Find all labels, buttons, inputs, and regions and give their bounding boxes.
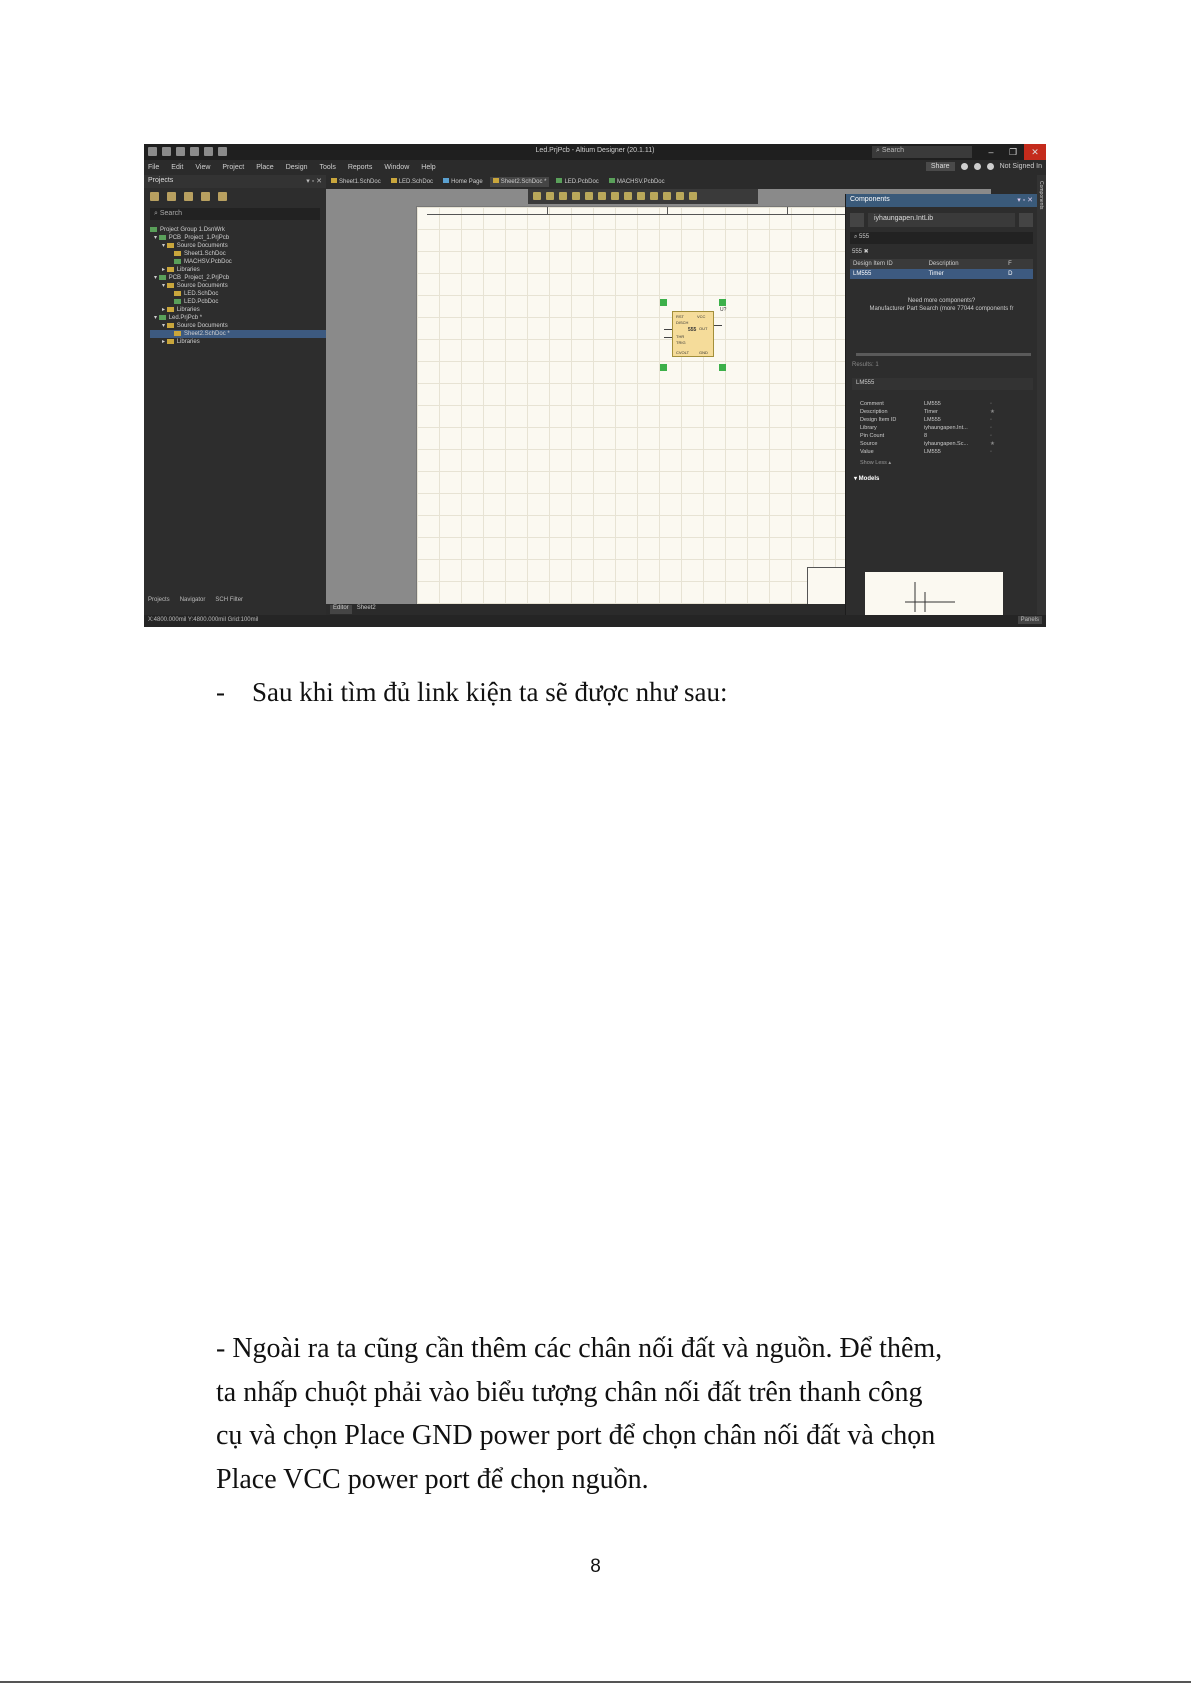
- minimize-icon[interactable]: –: [988, 147, 994, 157]
- tab-projects[interactable]: Projects: [148, 597, 170, 603]
- projects-panel-header: [144, 175, 326, 188]
- sign-in-button[interactable]: Not Signed In: [999, 163, 1042, 170]
- table-row[interactable]: LM555 Timer D: [850, 269, 1033, 279]
- gear-icon[interactable]: [974, 163, 981, 170]
- tree-item[interactable]: ▾ PCB_Project_1.PrjPcb: [154, 235, 230, 241]
- project-tree: [144, 222, 326, 346]
- menu-edit[interactable]: Edit: [171, 164, 184, 171]
- menu-design[interactable]: Design: [285, 164, 308, 171]
- filter-icon[interactable]: [533, 192, 541, 200]
- open-folder-icon[interactable]: [184, 192, 193, 201]
- components-side-tab[interactable]: Components: [1038, 181, 1044, 210]
- status-coordinates: X:4800.000mil Y:4800.000mil Grid:100mil: [148, 617, 259, 623]
- menu-icon[interactable]: [1019, 213, 1033, 227]
- tree-item[interactable]: LED.SchDoc: [150, 290, 326, 298]
- search-input[interactable]: ⌕ Search: [872, 146, 972, 158]
- tab-sch-filter[interactable]: SCH Filter: [215, 597, 244, 603]
- bullet-text: Sau khi tìm đủ link kiện ta sẽ được như sau:: [252, 677, 728, 707]
- paragraph-line: ta nhấp chuột phải vào biểu tượng chân nối đất trên thanh công: [216, 1376, 923, 1408]
- doc-tab[interactable]: Sheet1.SchDoc: [328, 177, 384, 187]
- menu-project[interactable]: Project: [222, 164, 245, 171]
- part-icon[interactable]: [585, 192, 593, 200]
- page-bottom-rule: [0, 1681, 1191, 1683]
- doc-tab[interactable]: MACHSV.PcbDoc: [606, 177, 668, 187]
- editor-bottom-tabs: [326, 604, 866, 615]
- workspace-icon[interactable]: [150, 192, 159, 201]
- status-bar: [144, 615, 1046, 627]
- wire-icon[interactable]: [598, 192, 606, 200]
- panel-controls-icon[interactable]: ▾ ▫ ✕: [1017, 197, 1033, 204]
- menu-file[interactable]: File: [148, 164, 160, 171]
- library-dropdown[interactable]: iyhaungapen.IntLib: [868, 213, 1015, 227]
- doc-tab-active[interactable]: Sheet2.SchDoc *: [490, 177, 550, 187]
- paragraph-line: Place VCC power port để chọn nguồn.: [216, 1463, 649, 1495]
- close-icon[interactable]: ✕: [1024, 144, 1046, 160]
- property-row: Library iyhaungapen.Int... ◦: [860, 425, 992, 431]
- selection-handle[interactable]: [660, 299, 667, 306]
- projects-toolbar: [144, 188, 326, 206]
- menu-reports[interactable]: Reports: [347, 164, 373, 171]
- filter-icon[interactable]: [850, 213, 864, 227]
- chip-body: RST VCC DISCH OUT THR TRIG CVOLT GND 555: [672, 311, 714, 357]
- property-row: Value LM555 ◦: [860, 449, 992, 455]
- property-row: Pin Count 8 ◦: [860, 433, 992, 439]
- directive-icon[interactable]: [663, 192, 671, 200]
- body-paragraph: [216, 1327, 1076, 1501]
- column-header[interactable]: Design Item ID: [853, 261, 893, 267]
- notifications-icon[interactable]: [987, 163, 994, 170]
- column-header[interactable]: Description: [928, 261, 959, 267]
- menu-tools[interactable]: Tools: [319, 164, 336, 171]
- projects-panel-title: Projects: [148, 177, 174, 184]
- results-count: Results: 1: [852, 362, 879, 368]
- horizontal-scrollbar[interactable]: [856, 353, 1031, 356]
- search-placeholder: Search: [881, 147, 905, 154]
- document-tabs: [326, 175, 866, 189]
- doc-tab[interactable]: LED.SchDoc: [388, 177, 436, 187]
- tree-item[interactable]: ▾ Led.PrjPcb *: [154, 315, 203, 321]
- align-icon[interactable]: [572, 192, 580, 200]
- paragraph-line: cụ và chọn Place GND power port để chọn chân nối đất và chọn: [216, 1420, 936, 1451]
- share-button[interactable]: Share: [926, 162, 955, 171]
- components-panel: [845, 194, 1037, 615]
- menu-view[interactable]: View: [195, 164, 211, 171]
- tree-item[interactable]: ▸ Libraries: [162, 307, 200, 313]
- menubar-right: [926, 162, 1042, 171]
- folder-icon[interactable]: [201, 192, 210, 201]
- doc-tab[interactable]: LED.PcbDoc: [553, 177, 601, 187]
- tree-item-selected[interactable]: Sheet2.SchDoc *: [150, 330, 326, 338]
- menu-place[interactable]: Place: [256, 164, 274, 171]
- tree-item[interactable]: ▸ Libraries: [162, 339, 200, 345]
- projects-search-input[interactable]: ⌕ Search: [150, 208, 320, 220]
- projects-panel-tabs: [144, 595, 326, 607]
- model-symbol-preview: [865, 572, 1003, 615]
- window-title: Led.PrjPcb - Altium Designer (20.1.11): [535, 147, 655, 154]
- tree-item[interactable]: ▾ PCB_Project_2.PrjPcb: [154, 275, 230, 281]
- altium-screenshot: [144, 144, 1046, 627]
- window-controls: [980, 144, 1046, 160]
- lm555-component[interactable]: [660, 299, 726, 371]
- tree-item[interactable]: ▾ Source Documents: [162, 243, 228, 249]
- components-panel-title: Components: [850, 196, 890, 203]
- model-preview: [865, 572, 1003, 615]
- filter-tag[interactable]: 555 ✖: [852, 249, 869, 255]
- save-project-icon[interactable]: [167, 192, 176, 201]
- column-header[interactable]: F: [1008, 261, 1012, 267]
- selection-handle[interactable]: [719, 299, 726, 306]
- panel-controls-icon[interactable]: ▾ ▫ ✕: [306, 178, 322, 185]
- need-more-components: [846, 297, 1037, 313]
- home-icon[interactable]: [961, 163, 968, 170]
- component-search-value: 555: [859, 234, 870, 240]
- net-label-icon[interactable]: [624, 192, 632, 200]
- projects-search-placeholder: Search: [159, 210, 183, 217]
- models-section-header[interactable]: ▾ Models: [854, 476, 880, 482]
- property-row: Description Timer ★: [860, 409, 995, 415]
- tab-navigator[interactable]: Navigator: [179, 597, 206, 603]
- selection-handle[interactable]: [660, 364, 667, 371]
- right-side-strip: [1037, 175, 1046, 615]
- selection-handle[interactable]: [719, 364, 726, 371]
- show-less-link[interactable]: Show Less ▴: [860, 460, 892, 466]
- tree-item[interactable]: LED.PcbDoc: [150, 298, 326, 306]
- projects-panel: [144, 175, 326, 627]
- tree-item[interactable]: Project Group 1.DsnWrk: [150, 226, 326, 234]
- doc-tab[interactable]: Home Page: [440, 177, 486, 187]
- harness-icon[interactable]: [650, 192, 658, 200]
- maximize-icon[interactable]: ❐: [1008, 147, 1018, 157]
- paragraph-line: - Ngoài ra ta cũng cần thêm các chân nối đất và nguồn. Để thêm,: [216, 1333, 943, 1364]
- text-icon[interactable]: [676, 192, 684, 200]
- component-table: [850, 259, 1033, 279]
- chip-designator: U?: [720, 307, 727, 313]
- components-panel-header: [846, 194, 1037, 207]
- need-more-text: Need more components?: [907, 298, 976, 304]
- property-row: Source iyhaungapen.Sc... ★: [860, 441, 995, 447]
- title-bar: [144, 144, 1046, 160]
- tab-sheet2[interactable]: Sheet2: [356, 605, 376, 611]
- property-row: Comment LM555 ◦: [860, 401, 992, 407]
- menu-help[interactable]: Help: [421, 164, 436, 171]
- gnd-power-port-icon[interactable]: [611, 192, 619, 200]
- tree-item[interactable]: ▾ Source Documents: [162, 323, 228, 329]
- panels-button[interactable]: Panels: [1018, 616, 1042, 624]
- active-bar: [528, 189, 758, 204]
- tree-item[interactable]: Sheet1.SchDoc: [150, 250, 326, 258]
- port-icon[interactable]: [637, 192, 645, 200]
- tree-item[interactable]: MACHSV.PcbDoc: [150, 258, 326, 266]
- property-row: Design Item ID LM555 ◦: [860, 417, 992, 423]
- component-search-input[interactable]: ⌕ 555: [850, 232, 1033, 244]
- tree-item[interactable]: ▾ Source Documents: [162, 283, 228, 289]
- selected-component[interactable]: LM555: [852, 378, 1033, 390]
- move-icon[interactable]: [546, 192, 554, 200]
- bullet-dash: -: [216, 677, 225, 707]
- page-number: 8: [590, 1556, 601, 1577]
- menu-window[interactable]: Window: [384, 164, 410, 171]
- component-properties: [860, 400, 1033, 456]
- tab-editor[interactable]: Editor: [330, 605, 352, 614]
- settings-icon[interactable]: [218, 192, 227, 201]
- library-selector: [850, 213, 1033, 227]
- select-icon[interactable]: [559, 192, 567, 200]
- bullet-line: [216, 674, 1116, 710]
- table-header: [850, 259, 1033, 269]
- menu-bar: [144, 160, 1046, 175]
- shape-icon[interactable]: [689, 192, 697, 200]
- part-search-link[interactable]: Manufacturer Part Search (more 77044 components fr: [869, 306, 1014, 312]
- tree-item[interactable]: ▸ Libraries: [162, 267, 200, 273]
